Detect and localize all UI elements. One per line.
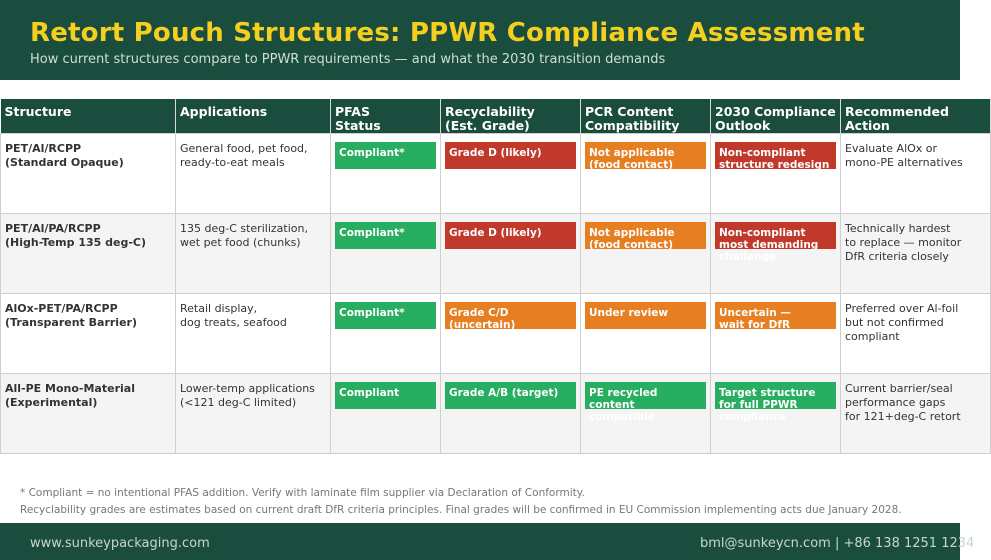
column-header-applications: Applications bbox=[176, 99, 331, 134]
recyclability-cell bbox=[441, 134, 581, 214]
footer-bar bbox=[0, 523, 975, 560]
structure-cell: PET/Al/PA/RCPP (High-Temp 135 deg-C) bbox=[1, 214, 176, 294]
pfas-cell bbox=[331, 294, 441, 374]
pfas-cell bbox=[331, 374, 441, 454]
footnotes bbox=[20, 485, 902, 519]
pcr-cell bbox=[581, 214, 711, 294]
pcr-cell bbox=[581, 294, 711, 374]
recyclability-badge: Grade D (likely) bbox=[445, 222, 576, 249]
contact-info: bml@sunkeycn.com | +86 138 1251 1234 bbox=[700, 536, 975, 551]
page-subtitle: How current structures compare to PPWR requirements — and what the 2030 transition demands bbox=[30, 52, 666, 67]
compliance-table bbox=[0, 99, 991, 454]
pcr-badge: Not applicable (food contact) bbox=[585, 222, 706, 249]
table-row bbox=[1, 294, 991, 374]
table-row bbox=[1, 214, 991, 294]
column-header-recyclability: Recyclability (Est. Grade) bbox=[441, 99, 581, 134]
table-row bbox=[1, 374, 991, 454]
column-header-pfas-status: PFAS Status bbox=[331, 99, 441, 134]
outlook-badge: Target structure for full PPWR compliance bbox=[715, 382, 836, 409]
pfas-status-badge: Compliant* bbox=[335, 222, 436, 249]
applications-cell: Retail display, dog treats, seafood bbox=[176, 294, 331, 374]
pcr-badge: Not applicable (food contact) bbox=[585, 142, 706, 169]
action-cell: Preferred over Al-foil but not confirmed compliant bbox=[841, 294, 991, 374]
table-row bbox=[1, 134, 991, 214]
page-title: Retort Pouch Structures: PPWR Compliance Assessment bbox=[30, 18, 865, 48]
action-cell: Evaluate AlOx or mono-PE alternatives bbox=[841, 134, 991, 214]
column-header-recommended-action: Recommended Action bbox=[841, 99, 991, 134]
structure-cell: AlOx-PET/PA/RCPP (Transparent Barrier) bbox=[1, 294, 176, 374]
action-cell: Current barrier/seal performance gaps for 121+deg-C retort bbox=[841, 374, 991, 454]
column-header-structure: Structure bbox=[1, 99, 176, 134]
header-banner bbox=[0, 0, 960, 80]
structure-cell: PET/Al/RCPP (Standard Opaque) bbox=[1, 134, 176, 214]
pfas-status-badge: Compliant bbox=[335, 382, 436, 409]
outlook-badge: Non-compliant most demanding challenge bbox=[715, 222, 836, 249]
footnote-pfas: * Compliant = no intentional PFAS addition. Verify with laminate film supplier via Declaration of Conformity. bbox=[20, 487, 585, 499]
pcr-cell bbox=[581, 374, 711, 454]
table-header-row bbox=[1, 99, 991, 134]
recyclability-badge: Grade C/D (uncertain) bbox=[445, 302, 576, 329]
recyclability-badge: Grade A/B (target) bbox=[445, 382, 576, 409]
pcr-badge: PE recycled content compatible bbox=[585, 382, 706, 409]
recyclability-cell bbox=[441, 214, 581, 294]
outlook-cell bbox=[711, 374, 841, 454]
outlook-cell bbox=[711, 294, 841, 374]
recyclability-cell bbox=[441, 294, 581, 374]
applications-cell: General food, pet food, ready-to-eat meals bbox=[176, 134, 331, 214]
pcr-badge: Under review bbox=[585, 302, 706, 329]
applications-cell: 135 deg-C sterilization, wet pet food (chunks) bbox=[176, 214, 331, 294]
pcr-cell bbox=[581, 134, 711, 214]
pfas-status-badge: Compliant* bbox=[335, 302, 436, 329]
action-cell: Technically hardest to replace — monitor DfR criteria closely bbox=[841, 214, 991, 294]
outlook-badge: Uncertain — wait for DfR bbox=[715, 302, 836, 329]
pfas-status-badge: Compliant* bbox=[335, 142, 436, 169]
footnote-recyclability: Recyclability grades are estimates based on current draft DfR criteria principles. Final grades will be confirmed in EU Commission implementing acts due January 2028. bbox=[20, 504, 902, 516]
structure-cell: All-PE Mono-Material (Experimental) bbox=[1, 374, 176, 454]
pfas-cell bbox=[331, 214, 441, 294]
website-link[interactable]: www.sunkeypackaging.com bbox=[30, 536, 210, 551]
outlook-badge: Non-compliant structure redesign bbox=[715, 142, 836, 169]
recyclability-badge: Grade D (likely) bbox=[445, 142, 576, 169]
pfas-cell bbox=[331, 134, 441, 214]
recyclability-cell bbox=[441, 374, 581, 454]
outlook-cell bbox=[711, 134, 841, 214]
outlook-cell bbox=[711, 214, 841, 294]
column-header-pcr-content: PCR Content Compatibility bbox=[581, 99, 711, 134]
applications-cell: Lower-temp applications (<121 deg-C limited) bbox=[176, 374, 331, 454]
column-header-2030-outlook: 2030 Compliance Outlook bbox=[711, 99, 841, 134]
